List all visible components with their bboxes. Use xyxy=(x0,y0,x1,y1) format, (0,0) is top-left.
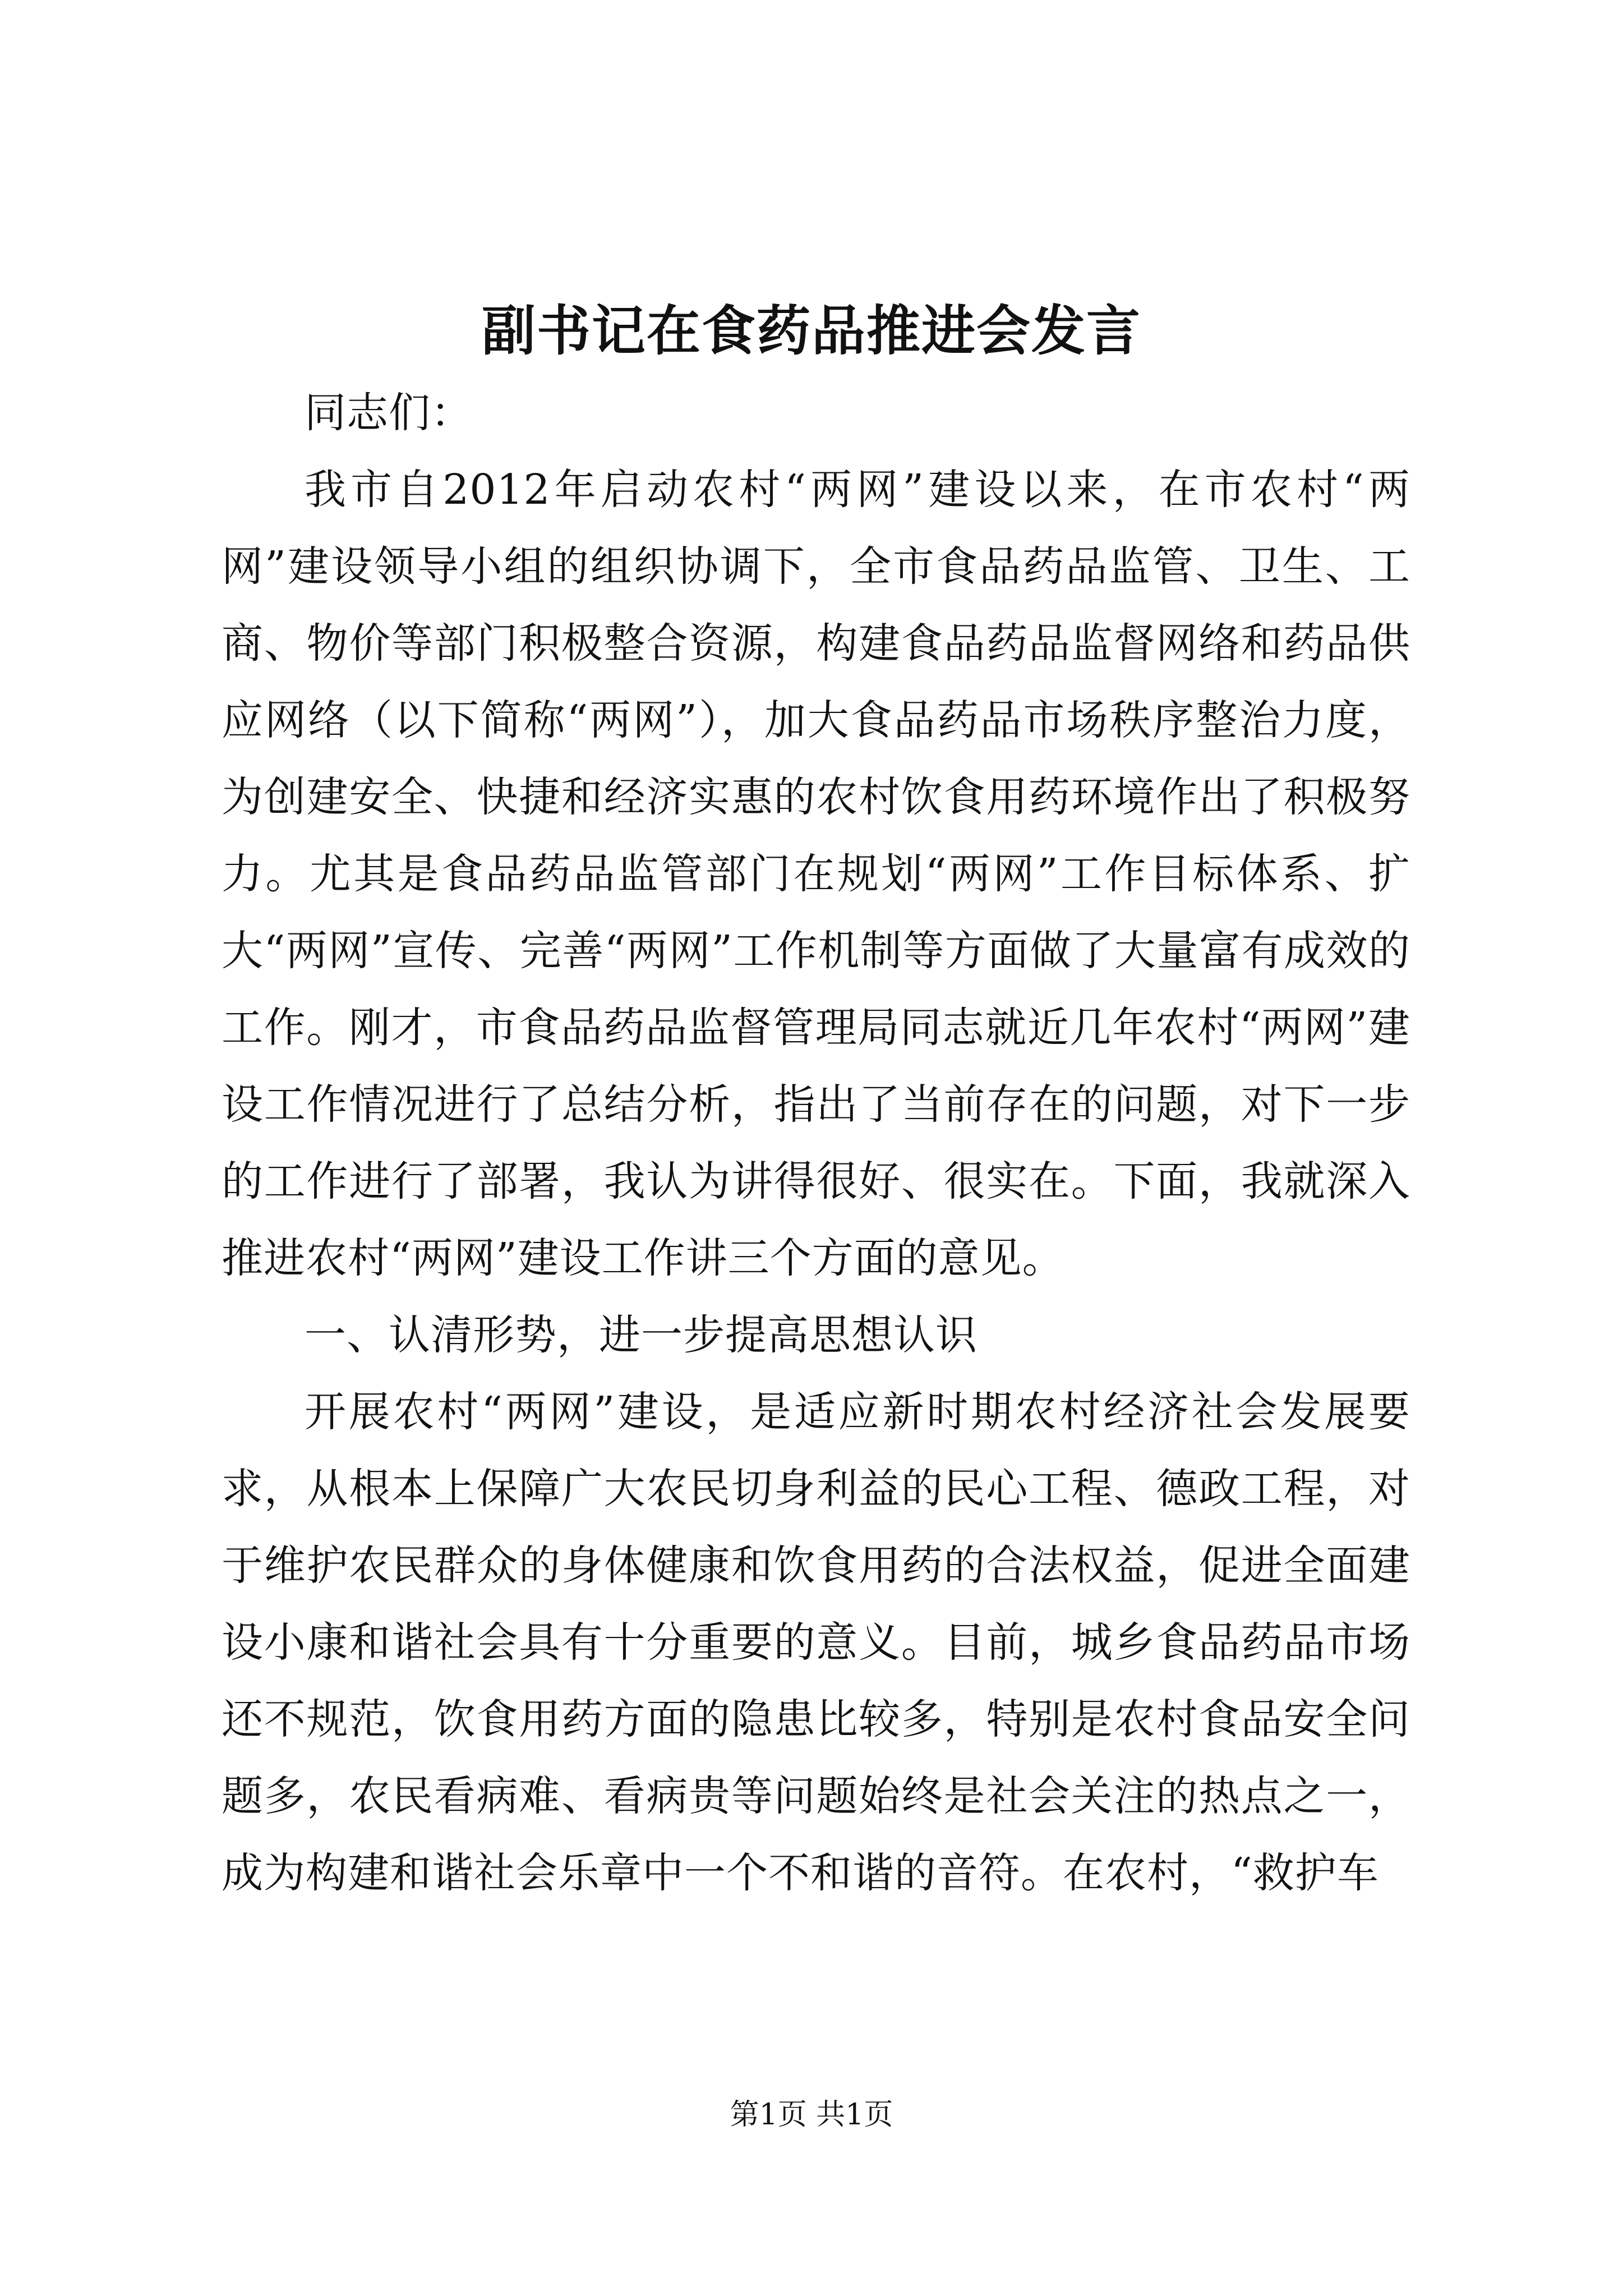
document-body xyxy=(222,375,1410,1912)
paragraph-section-1: 开展农村“两网”建设，是适应新时期农村经济社会发展要求，从根本上保障广大农民切身利益的民心工程、德政工程，对于维护农民群众的身体健康和饮食用药的合法权益，促进全面建设小康和谐社会具有十分重要的意义。目前，城乡食品药品市场还不规范，饮食用药方面的隐患比较多，特别是农村食品安全问题多，农民看病难、看病贵等问题始终是社会关注的热点之一，成为构建和谐社会乐章中一个不和谐的音符。在农村，“救护车 xyxy=(222,1388,1410,1897)
document-title: 副书记在食药品推进会发言 xyxy=(482,299,1141,362)
paragraph-intro: 我市自2012年启动农村“两网”建设以来，在市农村“两网”建设领导小组的组织协调下，全市食品药品监管、卫生、工商、物价等部门积极整合资源，构建食品药品监督网络和药品供应网络（以下简称“两网”），加大食品药品市场秩序整治力度，为创建安全、快捷和经济实惠的农村饮食用药环境作出了积极努力。尤其是食品药品监管部门在规划“两网”工作目标体系、扩大“两网”宣传、完善“两网”工作机制等方面做了大量富有成效的工作。刚才，市食品药品监督管理局同志就近几年农村“两网”建设工作情况进行了总结分析，指出了当前存在的问题，对下一步的工作进行了部署，我认为讲得很好、很实在。下面，我就深入推进农村“两网”建设工作讲三个方面的意见。 xyxy=(222,466,1410,1282)
salutation: 同志们： xyxy=(305,389,473,437)
page-indicator: 第1页 共1页 xyxy=(730,2098,893,2132)
section-heading-1: 一、认清形势，进一步提高思想认识 xyxy=(305,1311,978,1359)
page-footer xyxy=(0,2095,1623,2134)
